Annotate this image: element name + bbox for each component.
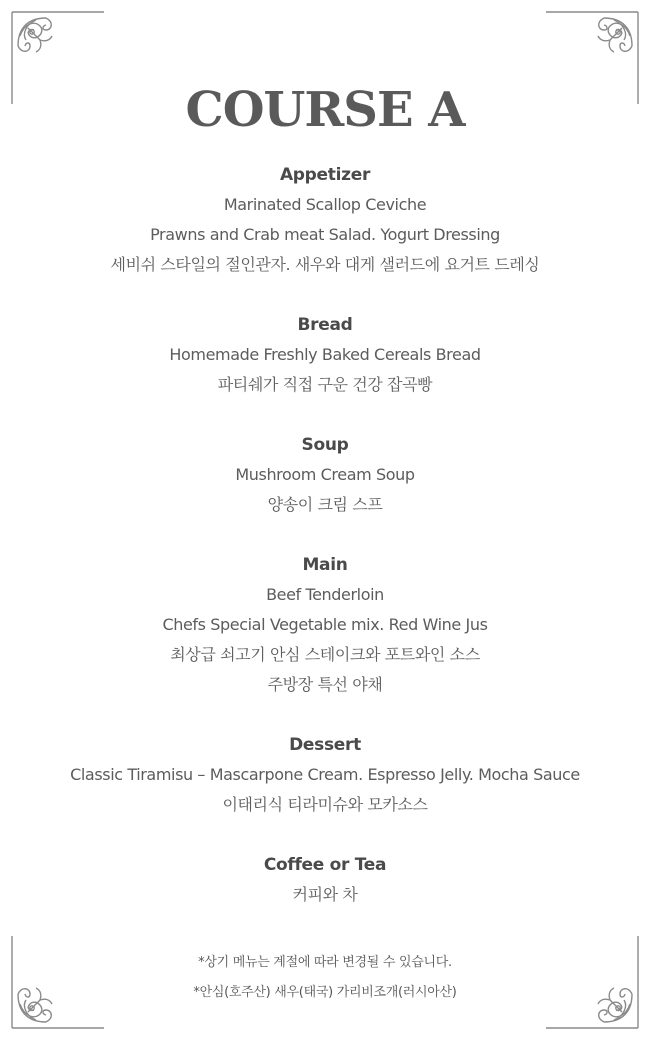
menu-item: Prawns and Crab meat Salad. Yogurt Dressing <box>150 225 500 244</box>
menu-item: 주방장 특선 야채 <box>267 675 383 694</box>
section-main <box>0 550 650 700</box>
section-heading: Dessert <box>289 735 361 755</box>
menu-sections <box>0 160 650 940</box>
footnote-seasonal: *상기 메뉴는 계절에 따라 변경될 수 있습니다. <box>198 955 452 970</box>
section-soup <box>0 430 650 520</box>
section-heading: Appetizer <box>279 165 371 185</box>
menu-item: Chefs Special Vegetable mix. Red Wine Jus <box>162 615 488 634</box>
menu-item: 최상급 쇠고기 안심 스테이크와 포트와인 소스 <box>170 645 480 664</box>
section-heading: Bread <box>297 315 353 335</box>
footnotes <box>0 948 650 1008</box>
menu-item: Marinated Scallop Ceviche <box>223 195 427 214</box>
menu-item: Mushroom Cream Soup <box>235 465 415 484</box>
menu-item: Homemade Freshly Baked Cereals Bread <box>169 345 481 364</box>
section-bread <box>0 310 650 400</box>
section-heading: Main <box>302 555 348 575</box>
section-appetizer <box>0 160 650 280</box>
page-title: COURSE A <box>185 82 465 139</box>
section-dessert <box>0 730 650 820</box>
section-heading: Soup <box>301 435 349 455</box>
menu-item: 세비쉬 스타일의 절인관자. 새우와 대게 샐러드에 요거트 드레싱 <box>110 255 540 274</box>
menu-item: 이태리식 티라미슈와 모카소스 <box>222 795 428 814</box>
menu-item: 파티쉐가 직접 구운 건강 잡곡빵 <box>217 375 433 394</box>
menu-item: 양송이 크림 스프 <box>267 495 383 514</box>
menu-item: 커피와 차 <box>292 885 358 904</box>
menu-item: Beef Tenderloin <box>266 585 384 604</box>
section-coffee-or-tea <box>0 850 650 910</box>
footnote-origin: *안심(호주산) 새우(태국) 가리비조개(러시아산) <box>193 985 457 1000</box>
section-heading: Coffee or Tea <box>263 855 387 875</box>
menu-item: Classic Tiramisu – Mascarpone Cream. Espresso Jelly. Mocha Sauce <box>70 765 580 784</box>
